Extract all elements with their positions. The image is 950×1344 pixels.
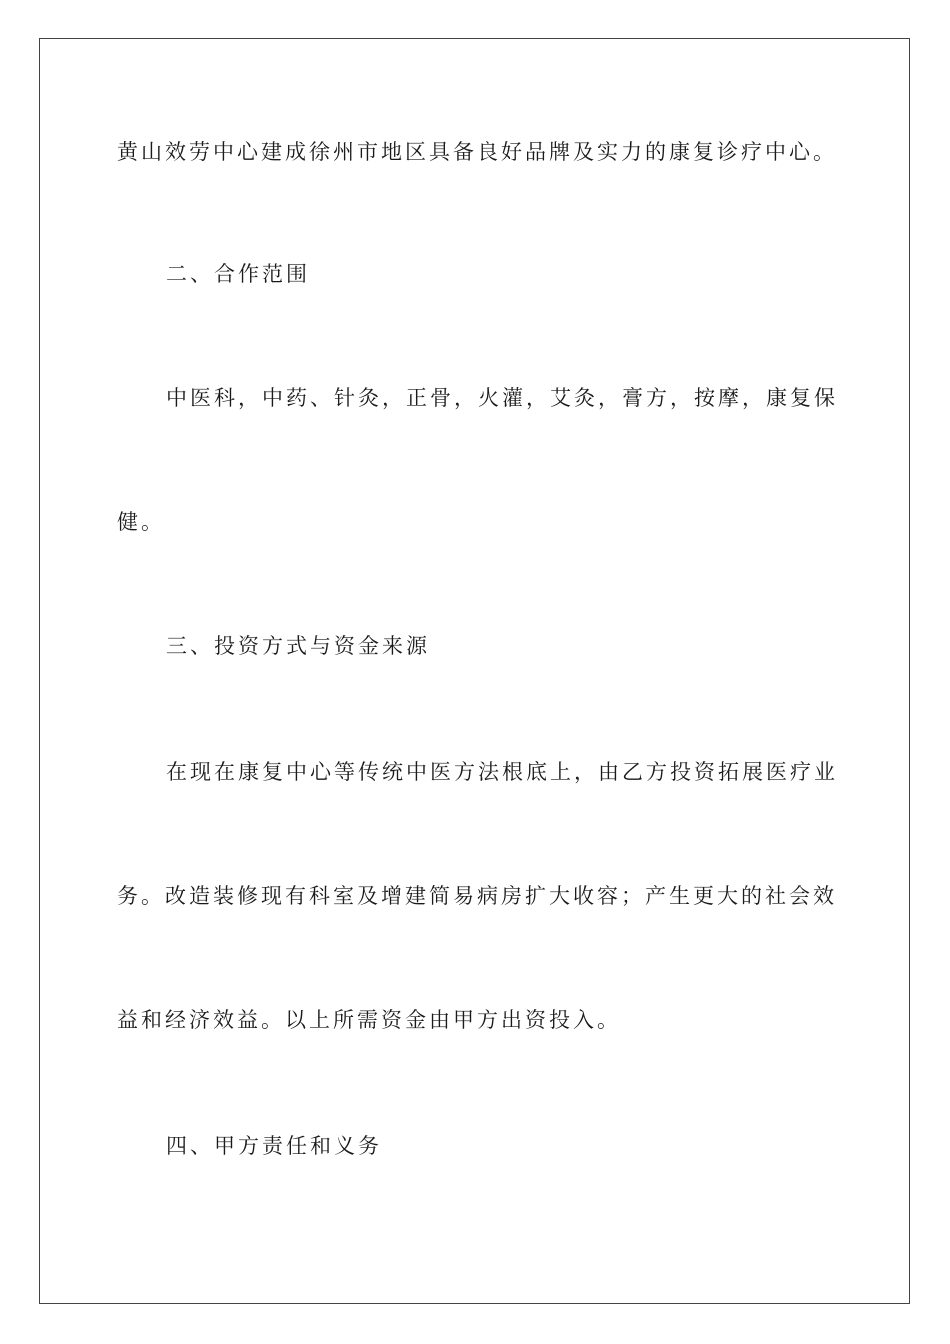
paragraph-line: 益和经济效益。以上所需资金由甲方出资投入。 [117,1008,621,1032]
paragraph-line: 黄山效劳中心建成徐州市地区具备良好品牌及实力的康复诊疗中心。 [117,140,837,164]
section-heading: 二、合作范围 [166,262,310,286]
paragraph-line: 健。 [117,510,165,534]
paragraph-line: 务。改造装修现有科室及增建简易病房扩大收容；产生更大的社会效 [117,884,837,908]
page-border [39,38,910,1304]
section-heading: 四、甲方责任和义务 [166,1134,382,1158]
paragraph-line: 中医科，中药、针灸，正骨，火灌，艾灸，膏方，按摩，康复保 [166,386,838,410]
paragraph-line: 在现在康复中心等传统中医方法根底上，由乙方投资拓展医疗业 [166,760,838,784]
section-heading: 三、投资方式与资金来源 [166,634,430,658]
